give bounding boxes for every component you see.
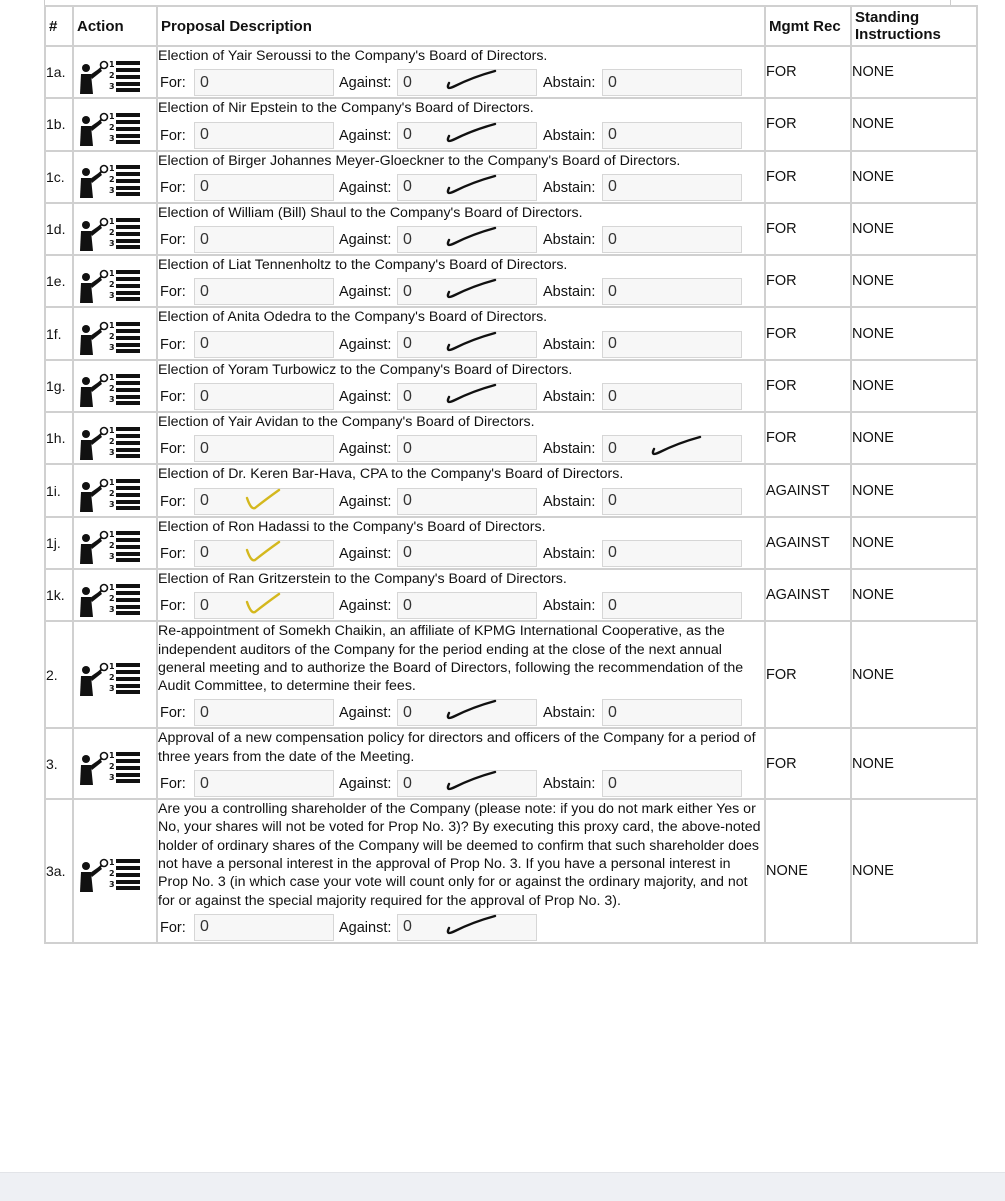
- mgmt-rec: FOR: [765, 255, 851, 307]
- svg-text:2: 2: [109, 593, 115, 603]
- for-label: For:: [160, 545, 186, 562]
- standing-instruction: NONE: [851, 464, 977, 516]
- svg-text:3: 3: [109, 684, 115, 694]
- against-label: Against:: [339, 284, 392, 301]
- proposal-description-cell: [157, 799, 765, 943]
- proposal-description: Election of Dr. Keren Bar-Hava, CPA to the Company's Board of Directors.: [158, 466, 624, 483]
- vote-fields: [158, 538, 764, 568]
- svg-text:1: 1: [109, 59, 115, 69]
- mgmt-rec: FOR: [765, 98, 851, 150]
- against-input[interactable]: [397, 540, 537, 567]
- proposal-description-cell: [157, 728, 765, 799]
- proposal-number: 1i.: [45, 464, 73, 516]
- table-header-row: [45, 6, 977, 46]
- table-row: [45, 621, 977, 728]
- proposal-number: 1e.: [45, 255, 73, 307]
- proposal-description-cell: [157, 307, 765, 359]
- proposal-number: 1f.: [45, 307, 73, 359]
- abstain-input[interactable]: [602, 770, 742, 797]
- vote-fields: [158, 590, 764, 620]
- table-row: [45, 360, 977, 412]
- against-input[interactable]: [397, 226, 537, 253]
- header-mgmt-rec: Mgmt Rec: [765, 6, 851, 46]
- against-input[interactable]: [397, 122, 537, 149]
- for-input[interactable]: [194, 770, 334, 797]
- for-label: For:: [160, 75, 186, 92]
- abstain-input[interactable]: [602, 69, 742, 96]
- svg-text:3: 3: [109, 500, 115, 510]
- svg-text:1: 1: [109, 321, 115, 331]
- for-label: For:: [160, 919, 186, 936]
- svg-text:1: 1: [109, 373, 115, 383]
- proposal-description-cell: [157, 98, 765, 150]
- vote-ranking-icon: [78, 58, 142, 96]
- proposal-number: 3.: [45, 728, 73, 799]
- proposal-description-cell: [157, 360, 765, 412]
- vote-fields: [158, 381, 764, 411]
- mgmt-rec: FOR: [765, 203, 851, 255]
- svg-text:2: 2: [109, 673, 115, 683]
- proposals-table: [44, 5, 978, 944]
- table-row: [45, 203, 977, 255]
- svg-text:3: 3: [109, 186, 115, 196]
- table-row: [45, 464, 977, 516]
- vote-fields: [158, 329, 764, 359]
- proposal-action[interactable]: [73, 98, 157, 150]
- against-input[interactable]: [397, 488, 537, 515]
- standing-instruction: NONE: [851, 517, 977, 569]
- against-input[interactable]: [397, 914, 537, 941]
- for-input[interactable]: [194, 174, 334, 201]
- abstain-label: Abstain:: [543, 75, 596, 92]
- proposal-description-cell: [157, 255, 765, 307]
- proposal-description-cell: [157, 46, 765, 98]
- for-input[interactable]: [194, 331, 334, 358]
- proposal-number: 1c.: [45, 151, 73, 203]
- proposal-action[interactable]: [73, 621, 157, 728]
- for-label: For:: [160, 389, 186, 406]
- standing-instruction: NONE: [851, 255, 977, 307]
- mgmt-rec: FOR: [765, 307, 851, 359]
- against-label: Against:: [339, 493, 392, 510]
- abstain-label: Abstain:: [543, 127, 596, 144]
- bottom-toolbar: [0, 1172, 1005, 1201]
- for-input[interactable]: [194, 914, 334, 941]
- svg-text:2: 2: [109, 70, 115, 80]
- abstain-label: Abstain:: [543, 545, 596, 562]
- svg-text:1: 1: [109, 582, 115, 592]
- svg-text:1: 1: [109, 751, 115, 761]
- svg-text:2: 2: [109, 332, 115, 342]
- proposal-description-cell: [157, 412, 765, 464]
- abstain-label: Abstain:: [543, 232, 596, 249]
- mgmt-rec: FOR: [765, 360, 851, 412]
- header-number: #: [45, 6, 73, 46]
- proposal-number: 2.: [45, 621, 73, 728]
- proposal-description: Election of Birger Johannes Meyer-Gloeckner to the Company's Board of Directors.: [158, 152, 681, 169]
- vote-fields: [158, 67, 764, 97]
- svg-text:3: 3: [109, 880, 115, 890]
- standing-instruction: NONE: [851, 98, 977, 150]
- svg-text:1: 1: [109, 164, 115, 174]
- vote-ranking-icon: [78, 319, 142, 357]
- svg-text:2: 2: [109, 227, 115, 237]
- mgmt-rec: NONE: [765, 799, 851, 943]
- svg-text:2: 2: [109, 489, 115, 499]
- proposal-action[interactable]: [73, 255, 157, 307]
- for-label: For:: [160, 776, 186, 793]
- svg-text:2: 2: [109, 279, 115, 289]
- for-input[interactable]: [194, 699, 334, 726]
- svg-text:2: 2: [109, 541, 115, 551]
- proposal-number: 1d.: [45, 203, 73, 255]
- table-row: [45, 569, 977, 621]
- vote-ranking-icon: [78, 856, 142, 894]
- mgmt-rec: FOR: [765, 46, 851, 98]
- svg-text:1: 1: [109, 216, 115, 226]
- proposal-action[interactable]: [73, 464, 157, 516]
- vote-fields: [158, 433, 764, 463]
- mgmt-rec: FOR: [765, 151, 851, 203]
- proposal-description-cell: [157, 569, 765, 621]
- proposal-description-cell: [157, 621, 765, 728]
- proposal-description: Election of Yoram Turbowicz to the Company's Board of Directors.: [158, 361, 573, 378]
- for-input[interactable]: [194, 592, 334, 619]
- proposal-action[interactable]: [73, 46, 157, 98]
- against-label: Against:: [339, 179, 392, 196]
- svg-text:3: 3: [109, 133, 115, 143]
- against-input[interactable]: [397, 435, 537, 462]
- abstain-label: Abstain:: [543, 705, 596, 722]
- against-input[interactable]: [397, 278, 537, 305]
- against-label: Against:: [339, 545, 392, 562]
- svg-text:3: 3: [109, 552, 115, 562]
- proposal-action[interactable]: [73, 412, 157, 464]
- vote-fields: [158, 486, 764, 516]
- for-label: For:: [160, 441, 186, 458]
- for-input[interactable]: [194, 540, 334, 567]
- vote-fields: [158, 276, 764, 306]
- svg-text:2: 2: [109, 762, 115, 772]
- proposal-description-cell: [157, 203, 765, 255]
- proposal-description-cell: [157, 151, 765, 203]
- for-input[interactable]: [194, 122, 334, 149]
- against-label: Against:: [339, 598, 392, 615]
- against-input[interactable]: [397, 174, 537, 201]
- svg-text:3: 3: [109, 395, 115, 405]
- proposal-action[interactable]: [73, 203, 157, 255]
- table-row: [45, 517, 977, 569]
- vote-ranking-icon: [78, 371, 142, 409]
- vote-ranking-icon: [78, 528, 142, 566]
- for-input[interactable]: [194, 226, 334, 253]
- svg-text:2: 2: [109, 384, 115, 394]
- svg-text:1: 1: [109, 425, 115, 435]
- against-label: Against:: [339, 919, 392, 936]
- against-input[interactable]: [397, 331, 537, 358]
- proposal-description: Election of Ran Gritzerstein to the Company's Board of Directors.: [158, 570, 567, 587]
- svg-text:1: 1: [109, 858, 115, 868]
- abstain-label: Abstain:: [543, 389, 596, 406]
- svg-text:3: 3: [109, 343, 115, 353]
- table-row: [45, 799, 977, 943]
- against-input[interactable]: [397, 592, 537, 619]
- svg-text:2: 2: [109, 869, 115, 879]
- against-input[interactable]: [397, 383, 537, 410]
- svg-text:2: 2: [109, 436, 115, 446]
- table-row: [45, 728, 977, 799]
- abstain-input[interactable]: [602, 699, 742, 726]
- standing-instruction: NONE: [851, 151, 977, 203]
- standing-instruction: NONE: [851, 203, 977, 255]
- abstain-input[interactable]: [602, 435, 742, 462]
- svg-text:1: 1: [109, 530, 115, 540]
- proposal-description: Are you a controlling shareholder of the Company (please note: if you do not mark either Yes or No, your shares will not be voted for Prop No. 3)? By executing this proxy card, the above-noted holder of ordinary shares of the Company will be deemed to confirm that such shareholder does not have a personal interest in the approval of Prop No. 3. If you have a personal interest in Prop No. 3 (in which case your vote will count only for or against the ordinary majority, and not for or against the special majority required for the approval of Prop No. 3).: [158, 801, 761, 909]
- abstain-input[interactable]: [602, 226, 742, 253]
- proposal-number: 1j.: [45, 517, 73, 569]
- svg-text:1: 1: [109, 478, 115, 488]
- for-input[interactable]: [194, 69, 334, 96]
- against-input[interactable]: [397, 69, 537, 96]
- table-row: [45, 98, 977, 150]
- vote-fields: [158, 697, 764, 727]
- mgmt-rec: AGAINST: [765, 517, 851, 569]
- for-label: For:: [160, 232, 186, 249]
- for-label: For:: [160, 179, 186, 196]
- mgmt-rec: FOR: [765, 412, 851, 464]
- abstain-label: Abstain:: [543, 598, 596, 615]
- abstain-input[interactable]: [602, 488, 742, 515]
- proposal-action[interactable]: [73, 151, 157, 203]
- vote-ranking-icon: [78, 162, 142, 200]
- proposal-description: Approval of a new compensation policy for directors and officers of the Company for a period of three years from the date of the Meeting.: [158, 730, 756, 765]
- for-input[interactable]: [194, 435, 334, 462]
- against-label: Against:: [339, 776, 392, 793]
- for-label: For:: [160, 493, 186, 510]
- proposal-description: Re-appointment of Somekh Chaikin, an affiliate of KPMG International Cooperative, as the independent auditors of the Company for the period ending at the close of the next annual general meeting and to authorize the Board of Directors, following the recommendation of the Audit Committee, to determine their fees.: [158, 623, 744, 695]
- against-input[interactable]: [397, 699, 537, 726]
- vote-ranking-icon: [78, 476, 142, 514]
- abstain-label: Abstain:: [543, 284, 596, 301]
- svg-text:3: 3: [109, 604, 115, 614]
- abstain-input[interactable]: [602, 331, 742, 358]
- mgmt-rec: AGAINST: [765, 464, 851, 516]
- against-label: Against:: [339, 441, 392, 458]
- standing-instruction: NONE: [851, 307, 977, 359]
- standing-instruction: NONE: [851, 46, 977, 98]
- proposal-description: Election of Anita Odedra to the Company's Board of Directors.: [158, 309, 548, 326]
- standing-instruction: NONE: [851, 412, 977, 464]
- against-label: Against:: [339, 336, 392, 353]
- header-description: Proposal Description: [157, 6, 765, 46]
- vote-ranking-icon: [78, 424, 142, 462]
- standing-instruction: NONE: [851, 569, 977, 621]
- table-row: [45, 307, 977, 359]
- proposal-number: 1b.: [45, 98, 73, 150]
- proposal-description: Election of Ron Hadassi to the Company's Board of Directors.: [158, 518, 546, 535]
- for-label: For:: [160, 336, 186, 353]
- proposal-description-cell: [157, 464, 765, 516]
- proposal-description-cell: [157, 517, 765, 569]
- table-row: [45, 46, 977, 98]
- abstain-input[interactable]: [602, 592, 742, 619]
- abstain-input[interactable]: [602, 278, 742, 305]
- vote-ranking-icon: [78, 581, 142, 619]
- proposal-number: 1k.: [45, 569, 73, 621]
- proposal-number: 1h.: [45, 412, 73, 464]
- proposal-action[interactable]: [73, 307, 157, 359]
- header-action: Action: [73, 6, 157, 46]
- proposal-action[interactable]: [73, 517, 157, 569]
- mgmt-rec: AGAINST: [765, 569, 851, 621]
- vote-ranking-icon: [78, 267, 142, 305]
- svg-text:1: 1: [109, 662, 115, 672]
- abstain-label: Abstain:: [543, 493, 596, 510]
- abstain-label: Abstain:: [543, 336, 596, 353]
- abstain-label: Abstain:: [543, 179, 596, 196]
- svg-text:3: 3: [109, 81, 115, 91]
- against-label: Against:: [339, 232, 392, 249]
- proposal-action[interactable]: [73, 799, 157, 943]
- svg-text:3: 3: [109, 773, 115, 783]
- mgmt-rec: FOR: [765, 728, 851, 799]
- proposal-action[interactable]: [73, 360, 157, 412]
- svg-text:1: 1: [109, 268, 115, 278]
- abstain-input[interactable]: [602, 174, 742, 201]
- proposal-number: 1a.: [45, 46, 73, 98]
- for-input[interactable]: [194, 383, 334, 410]
- proposal-description: Election of Yair Seroussi to the Company's Board of Directors.: [158, 48, 548, 64]
- against-label: Against:: [339, 389, 392, 406]
- vote-fields: [158, 172, 764, 202]
- abstain-label: Abstain:: [543, 776, 596, 793]
- header-standing-instructions: Standing Instructions: [851, 6, 977, 46]
- proposal-description: Election of Nir Epstein to the Company's Board of Directors.: [158, 100, 534, 117]
- for-label: For:: [160, 598, 186, 615]
- against-label: Against:: [339, 705, 392, 722]
- svg-text:1: 1: [109, 111, 115, 121]
- for-label: For:: [160, 127, 186, 144]
- against-label: Against:: [339, 75, 392, 92]
- mgmt-rec: FOR: [765, 621, 851, 728]
- proposal-description: Election of Liat Tennenholtz to the Company's Board of Directors.: [158, 257, 568, 274]
- table-row: [45, 255, 977, 307]
- standing-instruction: NONE: [851, 728, 977, 799]
- vote-ranking-icon: [78, 110, 142, 148]
- against-input[interactable]: [397, 770, 537, 797]
- svg-text:3: 3: [109, 447, 115, 457]
- abstain-input[interactable]: [602, 383, 742, 410]
- vote-fields: [158, 120, 764, 150]
- svg-text:3: 3: [109, 290, 115, 300]
- vote-fields: [158, 224, 764, 254]
- for-input[interactable]: [194, 278, 334, 305]
- table-row: [45, 151, 977, 203]
- for-input[interactable]: [194, 488, 334, 515]
- svg-text:2: 2: [109, 122, 115, 132]
- vote-ranking-icon: [78, 749, 142, 787]
- standing-instruction: NONE: [851, 360, 977, 412]
- proposal-number: 1g.: [45, 360, 73, 412]
- standing-instruction: NONE: [851, 799, 977, 943]
- proposal-action[interactable]: [73, 569, 157, 621]
- abstain-label: Abstain:: [543, 441, 596, 458]
- vote-ranking-icon: [78, 215, 142, 253]
- proposal-description: Election of Yair Avidan to the Company's Board of Directors.: [158, 414, 535, 431]
- proposal-action[interactable]: [73, 728, 157, 799]
- svg-text:2: 2: [109, 175, 115, 185]
- proposal-number: 3a.: [45, 799, 73, 943]
- against-label: Against:: [339, 127, 392, 144]
- vote-fields: [158, 768, 764, 798]
- for-label: For:: [160, 705, 186, 722]
- abstain-input[interactable]: [602, 122, 742, 149]
- proposal-description: Election of William (Bill) Shaul to the Company's Board of Directors.: [158, 204, 583, 221]
- vote-ranking-icon: [78, 660, 142, 698]
- table-row: [45, 412, 977, 464]
- vote-fields: [158, 912, 764, 942]
- standing-instruction: NONE: [851, 621, 977, 728]
- for-label: For:: [160, 284, 186, 301]
- abstain-input[interactable]: [602, 540, 742, 567]
- svg-text:3: 3: [109, 238, 115, 248]
